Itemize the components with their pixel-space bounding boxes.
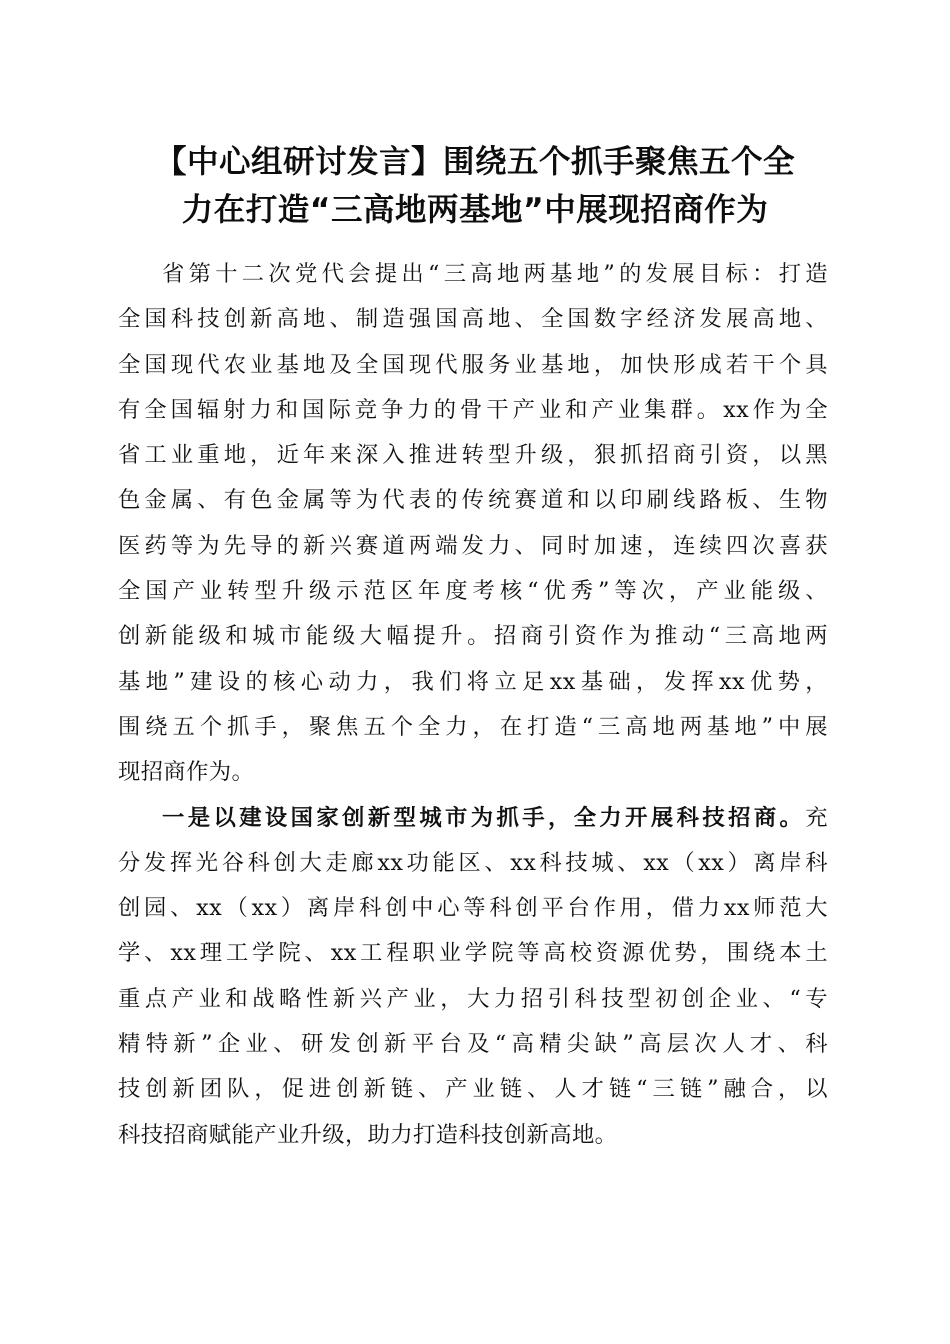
text-line: 学、xx理工学院、xx工程职业学院等高校资源优势，围绕本土 bbox=[118, 940, 828, 967]
title-line: 【中心组研讨发言】围绕五个抓手聚焦五个全 bbox=[154, 144, 795, 180]
text-line: 色金属、有色金属等为代表的传统赛道和以印刷线路板、生物 bbox=[118, 487, 828, 514]
text-fragment: 充 bbox=[805, 804, 828, 831]
text-line: 全国现代农业基地及全国现代服务业基地，加快形成若干个具 bbox=[118, 351, 828, 378]
text-line: 全国科技创新高地、制造强国高地、全国数字经济发展高地、 bbox=[118, 306, 828, 333]
text-line: 科技招商赋能产业升级，助力打造科技创新高地。 bbox=[118, 1121, 618, 1148]
text-line: 全国产业转型升级示范区年度考核“优秀”等次，产业能级、 bbox=[118, 578, 828, 605]
text-line: 省工业重地，近年来深入推进转型升级，狠抓招商引资，以黑 bbox=[118, 442, 828, 469]
text-line: 重点产业和战略性新兴产业，大力招引科技型初创企业、“专 bbox=[118, 985, 828, 1012]
text-line: 省第十二次党代会提出“三高地两基地”的发展目标：打造 bbox=[162, 261, 828, 287]
paragraph-tech-investment bbox=[118, 796, 828, 1158]
title-line: 力在打造“三高地两基地”中展现招商作为 bbox=[181, 192, 769, 228]
document-title bbox=[112, 138, 838, 234]
paragraph-heading: 一是以建设国家创新型城市为抓手，全力开展科技招商。 bbox=[162, 804, 806, 831]
text-line: 医药等为先导的新兴赛道两端发力、同时加速，连续四次喜获 bbox=[118, 532, 828, 559]
text-line: 围绕五个抓手，聚焦五个全力，在打造“三高地两基地”中展 bbox=[118, 713, 828, 740]
text-line: 分发挥光谷科创大走廊xx功能区、xx科技城、xx（xx）离岸科 bbox=[118, 849, 828, 876]
paragraph-intro bbox=[118, 252, 828, 796]
text-line: 创新能级和城市能级大幅提升。招商引资作为推动“三高地两 bbox=[118, 623, 828, 650]
text-line: 创园、xx（xx）离岸科创中心等科创平台作用，借力xx师范大 bbox=[118, 895, 828, 922]
document-body bbox=[118, 252, 828, 1158]
text-line: 基地”建设的核心动力，我们将立足xx基础，发挥xx优势， bbox=[118, 668, 828, 695]
text-line-lead bbox=[118, 796, 828, 841]
text-line: 精特新”企业、研发创新平台及“高精尖缺”高层次人才、科 bbox=[118, 1031, 828, 1058]
text-line: 有全国辐射力和国际竞争力的骨干产业和产业集群。xx作为全 bbox=[118, 396, 828, 423]
text-line: 现招商作为。 bbox=[118, 759, 255, 786]
text-line: 技创新团队，促进创新链、产业链、人才链“三链”融合，以 bbox=[118, 1076, 828, 1103]
